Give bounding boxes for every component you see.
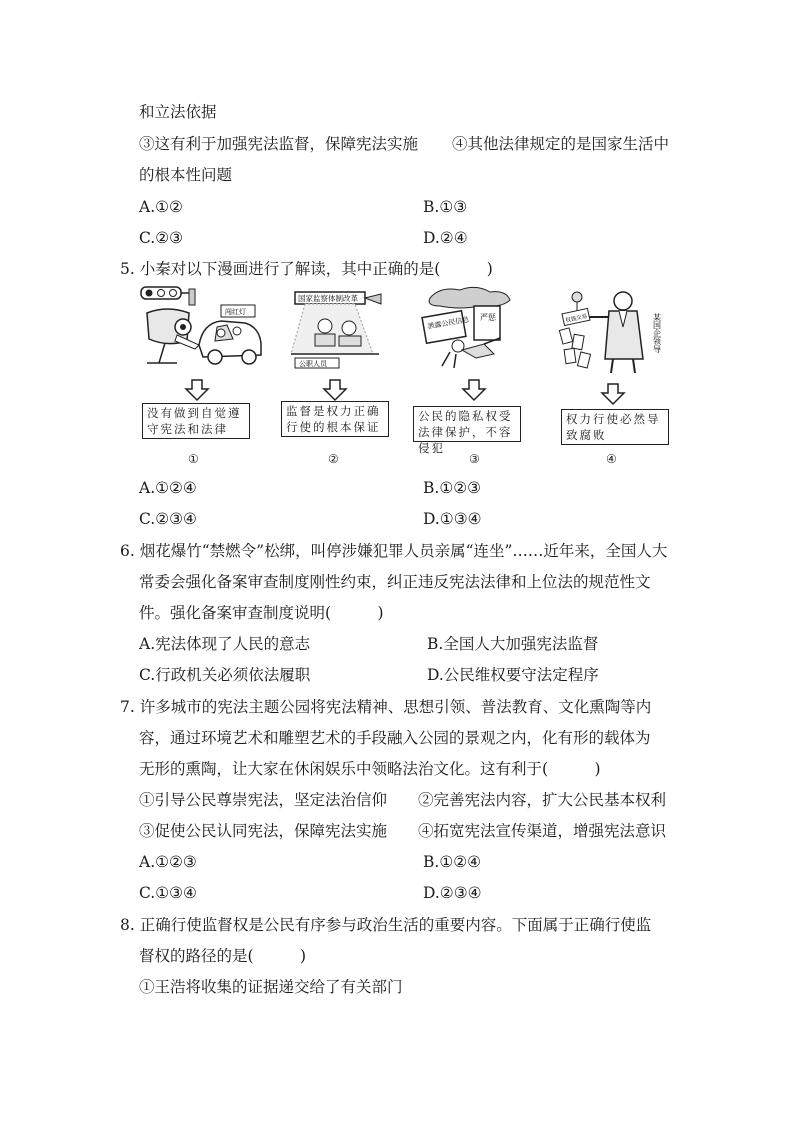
q8-item1: ①王浩将收集的证据递交给了有关部门 (139, 978, 403, 996)
q4-item3: ③这有利于加强宪法监督，保障宪法实施 (139, 135, 419, 153)
q7-item2: ②完善宪法内容，扩大公民基本权利 (418, 791, 667, 809)
q4-item4-part2: 的根本性问题 (139, 166, 233, 184)
q8-line2: 督权的路径的是( ) (139, 947, 307, 965)
q4-option-c: C.②③ (139, 229, 184, 247)
q7-option-b: B.①②④ (423, 853, 482, 871)
q6-line2: 常委会强化备案审查制度刚性约束，纠正违反宪法法律和上位法的规范性文 (139, 573, 651, 591)
arrow-down-icon (461, 378, 487, 402)
q7-item4: ④拓宽宪法宣传渠道，增强宪法意识 (418, 822, 667, 840)
q5-option-c: C.②③④ (139, 510, 197, 528)
q7-item3: ③促使公民认同宪法，保障宪法实施 (139, 822, 388, 840)
q6-line3: 件。强化备案审查制度说明( ) (139, 604, 384, 622)
q6-option-b: B.全国人大加强宪法监督 (427, 635, 599, 653)
cartoon-2-banner: 国家监察体制改革 (298, 294, 358, 303)
q7-line3: 无形的熏陶，让大家在休闲娱乐中领略法治文化。这有利于( ) (139, 760, 601, 778)
cartoon-4-illustration (553, 283, 673, 375)
q5-option-a: A.①②④ (139, 479, 197, 497)
q4-line1: 和立法依据 (139, 103, 217, 121)
cartoon-1-number: ① (188, 452, 199, 466)
q7-option-d: D.②③④ (423, 884, 482, 902)
q7-line1: 7. 许多城市的宪法主题公园将宪法精神、思想引领、普法教育、文化熏陶等内 (120, 698, 652, 716)
q6-option-c: C.行政机关必须依法履职 (139, 666, 311, 684)
cartoon-1-caption: 没有做到自觉遵守宪法和法律 (142, 403, 250, 439)
cartoon-3-illustration (410, 284, 520, 372)
q4-option-b: B.①③ (423, 198, 468, 216)
q4-option-d: D.②④ (423, 229, 468, 247)
q5-stem: 5. 小秦对以下漫画进行了解读，其中正确的是( ) (120, 260, 493, 278)
cartoon-4-tag: 权钱交易 (565, 313, 588, 325)
cartoon-1-sign: 闯红灯 (225, 308, 246, 316)
q7-option-c: C.①③④ (139, 884, 197, 902)
cartoon-3-caption: 公民的隐私权受法律保护，不容侵犯 (413, 406, 521, 442)
cartoon-2-number: ② (328, 452, 339, 466)
cartoon-3-sign: 泄露公民信息 (427, 315, 470, 331)
q7-option-a: A.①②③ (139, 853, 197, 871)
q5-option-b: B.①②③ (423, 479, 482, 497)
arrow-down-icon (600, 382, 626, 406)
cartoon-3-stamp: 严惩 (480, 313, 496, 322)
cartoon-4-label: 某国企领导 (652, 313, 662, 353)
q7-item1: ①引导公民尊崇宪法，坚定法治信仰 (139, 791, 388, 809)
cartoon-3-number: ③ (469, 452, 480, 466)
cartoon-4-number: ④ (606, 452, 617, 466)
q6-option-a: A.宪法体现了人民的意志 (139, 635, 311, 653)
cartoon-2-caption: 监督是权力正确行使的根本保证 (281, 401, 389, 437)
q4-item4-part1: ④其他法律规定的是国家生活中 (452, 135, 670, 153)
cartoon-1-illustration (137, 283, 265, 369)
q5-option-d: D.①③④ (423, 510, 482, 528)
arrow-down-icon (184, 378, 210, 402)
q8-line1: 8. 正确行使监督权是公民有序参与政治生活的重要内容。下面属于正确行使监 (120, 916, 652, 934)
q7-line2: 容，通过环境艺术和雕塑艺术的手段融入公园的景观之内，化有形的载体为 (139, 729, 651, 747)
arrow-down-icon (322, 378, 348, 402)
q6-option-d: D.公民维权要守法定程序 (427, 666, 599, 684)
cartoon-2-illustration (285, 288, 395, 372)
q6-line1: 6. 烟花爆竹“禁燃令”松绑，叫停涉嫌犯罪人员亲属“连坐”……近年来，全国人大 (120, 542, 668, 560)
cartoon-2-label: 公职人员 (299, 360, 327, 368)
cartoon-4-caption: 权力行使必然导致腐败 (561, 409, 669, 445)
q4-option-a: A.①② (139, 198, 183, 216)
